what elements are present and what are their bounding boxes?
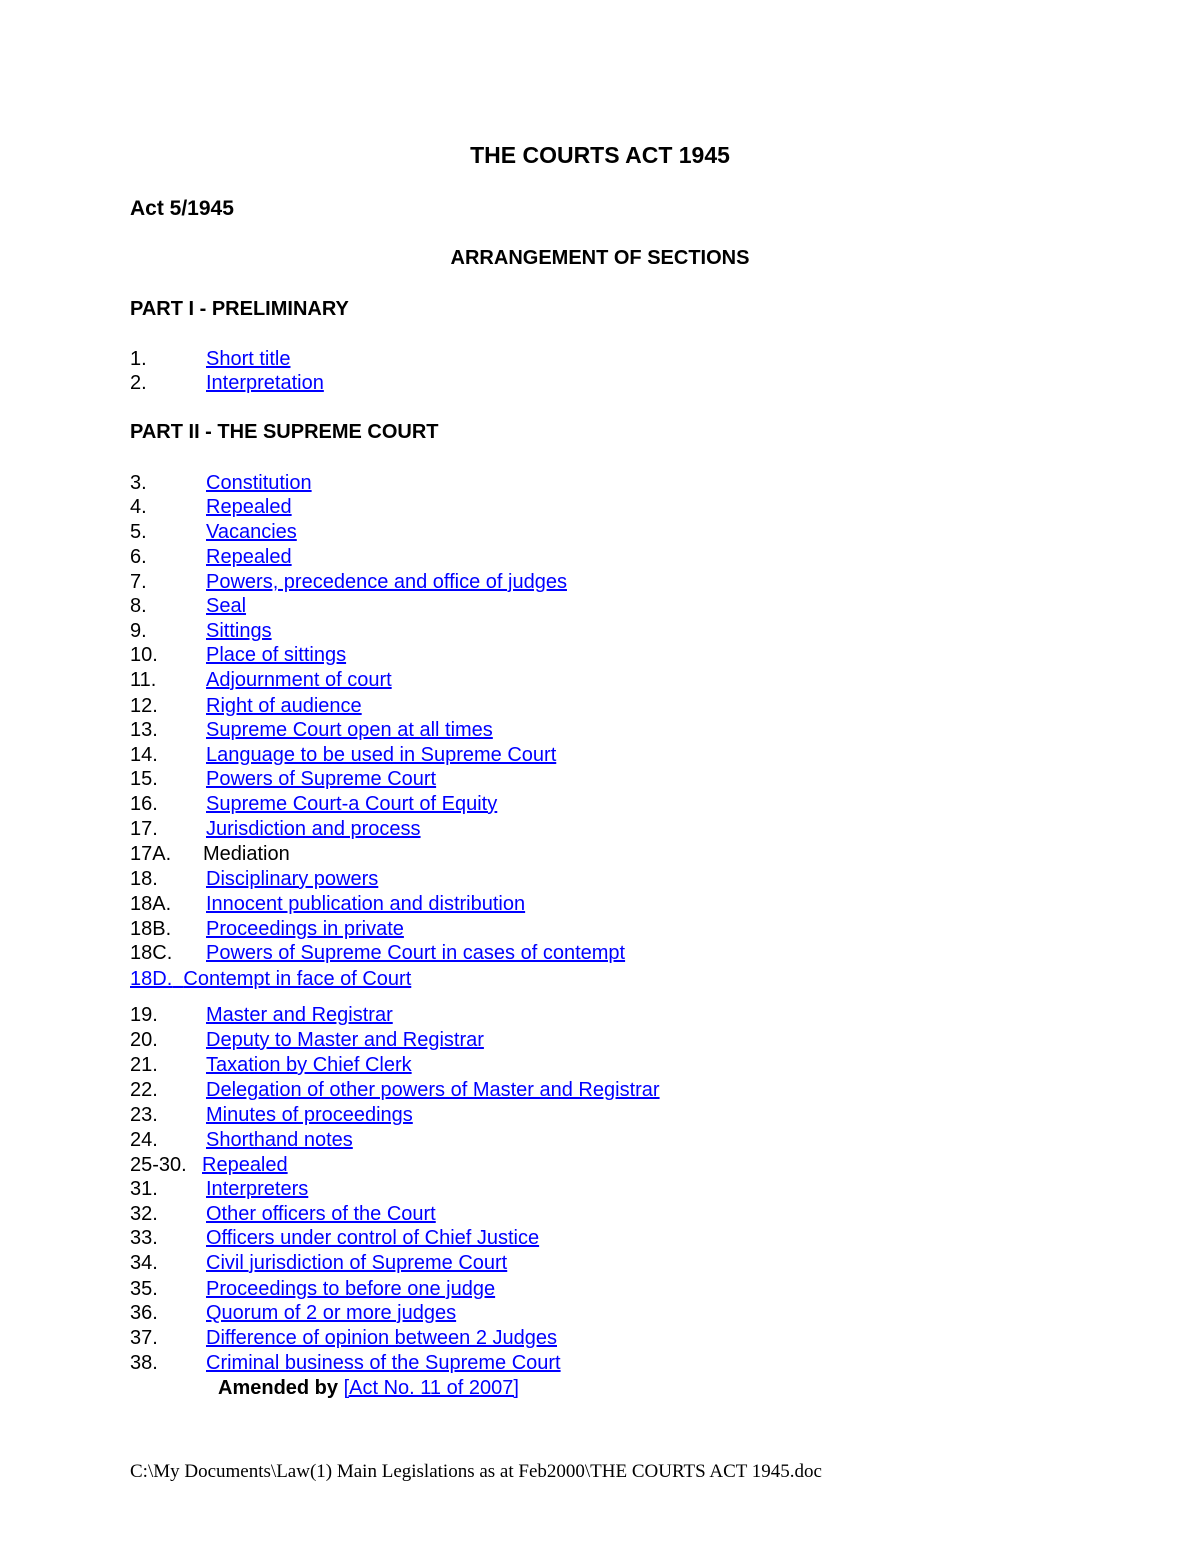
section-number: 20.	[130, 1029, 158, 1051]
section-link[interactable]: Deputy to Master and Registrar	[206, 1029, 484, 1051]
section-number: 22.	[130, 1079, 158, 1101]
section-number: 4.	[130, 496, 147, 518]
section-number: 7.	[130, 571, 147, 593]
section-link[interactable]: Vacancies	[206, 521, 297, 543]
section-link[interactable]: Innocent publication and distribution	[206, 893, 526, 915]
section-link[interactable]: Interpretation	[206, 372, 324, 394]
section-number: 18.	[130, 868, 158, 890]
section-number: 14.	[130, 744, 158, 766]
section-link[interactable]: Proceedings to before one judge	[206, 1278, 496, 1300]
section-link[interactable]: Master and Registrar	[206, 1004, 393, 1026]
section-link[interactable]: Supreme Court open at all times	[206, 719, 493, 741]
section-link[interactable]: Supreme Court-a Court of Equity	[206, 793, 498, 815]
section-link[interactable]: Sittings	[206, 620, 272, 642]
section-number: 12.	[130, 695, 158, 717]
section-link[interactable]: Quorum of 2 or more judges	[206, 1302, 457, 1324]
section-number: 15.	[130, 768, 158, 790]
section-number: 9.	[130, 620, 147, 642]
section-number: 2.	[130, 372, 147, 394]
footer-file-path: C:\My Documents\Law(1) Main Legislations as at Feb2000\THE COURTS ACT 1945.doc	[130, 1461, 822, 1482]
section-link[interactable]: Disciplinary powers	[206, 868, 379, 890]
section-link[interactable]: Officers under control of Chief Justice	[206, 1227, 540, 1249]
section-number: 19.	[130, 1004, 158, 1026]
section-label: Mediation	[203, 843, 290, 865]
section-number: 21.	[130, 1054, 158, 1076]
section-link[interactable]: Shorthand notes	[206, 1129, 353, 1151]
section-number: 18C.	[130, 942, 173, 964]
act-number: Act 5/1945	[130, 197, 234, 220]
section-link[interactable]	[130, 968, 411, 991]
part-heading-supreme-court: PART II - THE SUPREME COURT	[130, 421, 439, 443]
section-link[interactable]: Civil jurisdiction of Supreme Court	[206, 1252, 508, 1274]
section-number: 18A.	[130, 893, 172, 915]
section-link[interactable]: Minutes of proceedings	[206, 1104, 413, 1126]
amendment-link[interactable]: [Act No. 11 of 2007]	[343, 1377, 519, 1399]
section-link[interactable]: Repealed	[206, 546, 292, 568]
section-link[interactable]: Place of sittings	[206, 644, 347, 666]
section-number: 10.	[130, 644, 158, 666]
section-link[interactable]: Powers, precedence and office of judges	[206, 571, 567, 593]
section-number: 17.	[130, 818, 158, 840]
section-number: 33.	[130, 1227, 158, 1249]
section-number: 25-30.	[130, 1154, 187, 1176]
section-link[interactable]: Other officers of the Court	[206, 1203, 436, 1225]
section-link[interactable]: Repealed	[202, 1154, 288, 1176]
section-number: 1.	[130, 348, 147, 370]
section-number: 37.	[130, 1327, 158, 1349]
section-link[interactable]: Interpreters	[206, 1178, 309, 1200]
section-link[interactable]: Proceedings in private	[206, 918, 404, 940]
section-number: 16.	[130, 793, 158, 815]
section-number: 36.	[130, 1302, 158, 1324]
section-link[interactable]: Language to be used in Supreme Court	[206, 744, 557, 766]
section-link[interactable]: Jurisdiction and process	[206, 818, 421, 840]
section-number: 23.	[130, 1104, 158, 1126]
section-number: 6.	[130, 546, 147, 568]
section-link[interactable]: Powers of Supreme Court	[206, 768, 437, 790]
section-number: 18D.	[130, 968, 173, 990]
document-title: THE COURTS ACT 1945	[470, 142, 730, 168]
section-number: 5.	[130, 521, 147, 543]
section-number: 34.	[130, 1252, 158, 1274]
section-link[interactable]: Taxation by Chief Clerk	[206, 1054, 412, 1076]
section-link[interactable]: Delegation of other powers of Master and Registrar	[206, 1079, 660, 1101]
section-number: 13.	[130, 719, 158, 741]
section-link[interactable]: Difference of opinion between 2 Judges	[206, 1327, 557, 1349]
section-link[interactable]: Short title	[206, 348, 291, 370]
section-link[interactable]: Constitution	[206, 472, 312, 494]
section-link[interactable]: Adjournment of court	[206, 669, 392, 691]
section-number: 38.	[130, 1352, 158, 1374]
section-number: 17A.	[130, 843, 172, 865]
section-number: 8.	[130, 595, 147, 617]
amendment-prefix: Amended by	[218, 1377, 339, 1399]
section-label: Contempt in face of Court	[183, 968, 412, 990]
section-number: 32.	[130, 1203, 158, 1225]
section-number: 3.	[130, 472, 147, 494]
section-link[interactable]: Right of audience	[206, 695, 362, 717]
amendment-note	[218, 1377, 519, 1400]
section-link[interactable]: Criminal business of the Supreme Court	[206, 1352, 561, 1374]
arrangement-heading: ARRANGEMENT OF SECTIONS	[450, 247, 750, 269]
part-heading-preliminary: PART I - PRELIMINARY	[130, 298, 349, 320]
section-number: 24.	[130, 1129, 158, 1151]
section-link[interactable]: Seal	[206, 595, 247, 617]
section-number: 11.	[130, 669, 157, 691]
section-link[interactable]: Powers of Supreme Court in cases of contempt	[206, 942, 626, 964]
section-number: 35.	[130, 1278, 158, 1300]
section-link[interactable]: Repealed	[206, 496, 292, 518]
section-number: 18B.	[130, 918, 172, 940]
section-number: 31.	[130, 1178, 158, 1200]
